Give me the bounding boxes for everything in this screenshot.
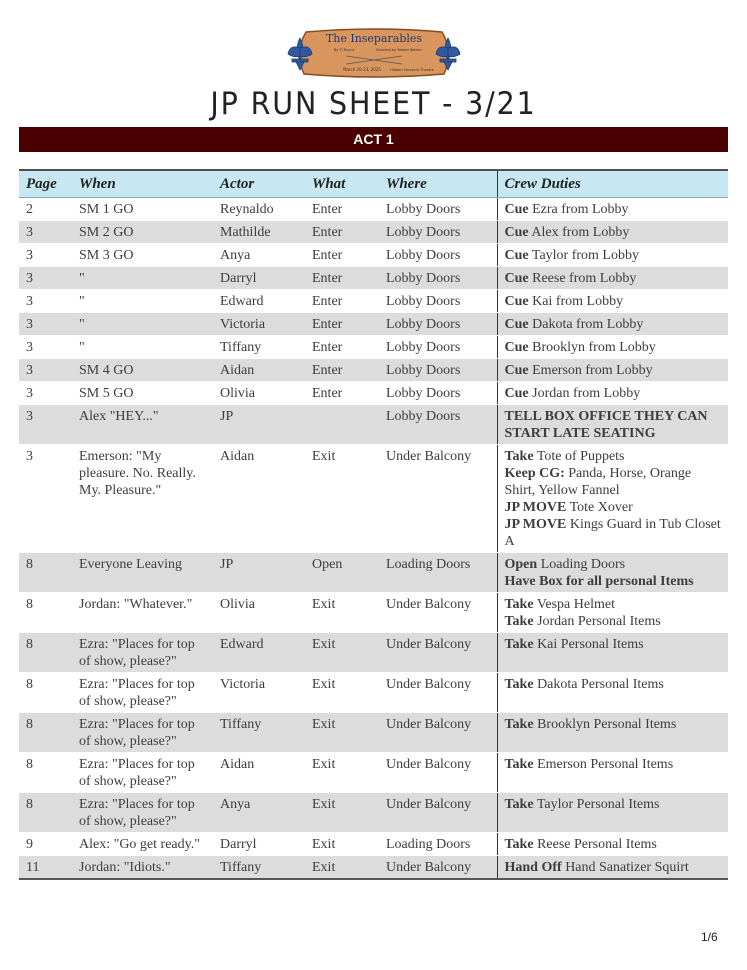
cell-page: 3 bbox=[19, 290, 72, 313]
cell-what: Enter bbox=[305, 198, 379, 221]
cell-what: Exit bbox=[305, 445, 379, 553]
cell-when: Everyone Leaving bbox=[72, 553, 213, 593]
duty-text: Jordan Personal Items bbox=[537, 614, 661, 629]
cell-crew-duties bbox=[497, 793, 728, 833]
table-row bbox=[19, 359, 728, 382]
duty-text: Kai from Lobby bbox=[532, 294, 624, 309]
table-row bbox=[19, 382, 728, 405]
duty-keyword: Take bbox=[504, 677, 534, 692]
cell-page: 3 bbox=[19, 221, 72, 244]
duty-keyword: Cue bbox=[504, 271, 529, 286]
cell-crew-duties bbox=[497, 267, 728, 290]
cell-when: Alex: "Go get ready." bbox=[72, 833, 213, 856]
duty-line bbox=[505, 316, 725, 333]
cell-crew-duties bbox=[497, 673, 728, 713]
cell-actor: Tiffany bbox=[213, 856, 305, 880]
cell-where: Lobby Doors bbox=[379, 221, 497, 244]
cell-where: Lobby Doors bbox=[379, 405, 497, 445]
cell-actor: Tiffany bbox=[213, 713, 305, 753]
cell-actor: JP bbox=[213, 553, 305, 593]
cell-crew-duties bbox=[497, 221, 728, 244]
cell-where: Under Balcony bbox=[379, 856, 497, 880]
duty-keyword: Have Box for all personal Items bbox=[504, 574, 694, 589]
duty-text: Ezra from Lobby bbox=[532, 202, 629, 217]
cell-when: SM 5 GO bbox=[72, 382, 213, 405]
duty-line bbox=[505, 556, 725, 573]
logo-line2: Directed by Robert Wexler bbox=[375, 48, 423, 52]
duty-text: Vespa Helmet bbox=[536, 597, 615, 612]
cell-when: " bbox=[72, 267, 213, 290]
duty-keyword: Hand Off bbox=[504, 860, 562, 875]
cell-what: Enter bbox=[305, 382, 379, 405]
logo-line1: By TJ Rusca bbox=[333, 48, 355, 52]
cell-page: 8 bbox=[19, 713, 72, 753]
cell-actor: Victoria bbox=[213, 673, 305, 713]
column-header-crew-duties: Crew Duties bbox=[497, 170, 728, 198]
duty-text: Tote of Puppets bbox=[536, 449, 625, 464]
cell-where: Lobby Doors bbox=[379, 267, 497, 290]
cell-what: Exit bbox=[305, 593, 379, 633]
column-header-where: Where bbox=[379, 170, 497, 198]
table-row bbox=[19, 833, 728, 856]
cell-when: Emerson: "My pleasure. No. Really. My. Pleasure." bbox=[72, 445, 213, 553]
show-logo-graphic bbox=[284, 26, 464, 80]
cell-actor: Darryl bbox=[213, 267, 305, 290]
cell-when: Ezra: "Places for top of show, please?" bbox=[72, 673, 213, 713]
cell-crew-duties bbox=[497, 244, 728, 267]
cell-crew-duties bbox=[497, 382, 728, 405]
cell-page: 3 bbox=[19, 244, 72, 267]
cell-where: Under Balcony bbox=[379, 593, 497, 633]
cell-where: Loading Doors bbox=[379, 553, 497, 593]
column-header-when: When bbox=[72, 170, 213, 198]
cell-what: Exit bbox=[305, 713, 379, 753]
cell-page: 11 bbox=[19, 856, 72, 880]
column-header-page: Page bbox=[19, 170, 72, 198]
cell-page: 3 bbox=[19, 382, 72, 405]
cell-where: Lobby Doors bbox=[379, 336, 497, 359]
duty-keyword: Take bbox=[504, 717, 534, 732]
cell-crew-duties bbox=[497, 753, 728, 793]
cell-crew-duties bbox=[497, 313, 728, 336]
table-row bbox=[19, 753, 728, 793]
cell-when: Ezra: "Places for top of show, please?" bbox=[72, 713, 213, 753]
cell-what: Enter bbox=[305, 336, 379, 359]
cell-where: Under Balcony bbox=[379, 753, 497, 793]
duty-line bbox=[505, 499, 725, 516]
duty-text: Brooklyn from Lobby bbox=[532, 340, 656, 355]
duty-text: Loading Doors bbox=[540, 557, 626, 572]
cell-crew-duties bbox=[497, 633, 728, 673]
table-row bbox=[19, 445, 728, 553]
cell-crew-duties bbox=[497, 553, 728, 593]
duty-line bbox=[505, 613, 725, 630]
cell-page: 3 bbox=[19, 405, 72, 445]
cell-crew-duties bbox=[497, 445, 728, 553]
column-header-actor: Actor bbox=[213, 170, 305, 198]
cell-actor: Tiffany bbox=[213, 336, 305, 359]
duty-text: Hand Sanatizer Squirt bbox=[565, 860, 689, 875]
duty-text: Dakota Personal Items bbox=[537, 677, 664, 692]
cell-crew-duties bbox=[497, 198, 728, 221]
cell-what: Enter bbox=[305, 244, 379, 267]
logo-title: The Inseparables bbox=[325, 32, 423, 45]
act-banner: ACT 1 bbox=[19, 127, 728, 152]
duty-line bbox=[505, 636, 725, 653]
table-row bbox=[19, 198, 728, 221]
duty-line bbox=[505, 270, 725, 287]
duty-line bbox=[505, 573, 725, 590]
cell-page: 9 bbox=[19, 833, 72, 856]
duty-line bbox=[505, 516, 725, 550]
duty-text: Reese Personal Items bbox=[537, 837, 657, 852]
cell-crew-duties bbox=[497, 856, 728, 880]
duty-keyword: Cue bbox=[504, 225, 529, 240]
cell-actor: JP bbox=[213, 405, 305, 445]
table-row bbox=[19, 593, 728, 633]
cell-where: Loading Doors bbox=[379, 833, 497, 856]
duty-keyword: Take bbox=[504, 637, 534, 652]
cell-where: Lobby Doors bbox=[379, 313, 497, 336]
cell-what: Exit bbox=[305, 833, 379, 856]
cell-where: Under Balcony bbox=[379, 445, 497, 553]
duty-text: Taylor from Lobby bbox=[531, 248, 639, 263]
cell-when: " bbox=[72, 336, 213, 359]
duty-keyword: Take bbox=[504, 837, 534, 852]
table-row bbox=[19, 267, 728, 290]
cell-crew-duties bbox=[497, 833, 728, 856]
duty-line bbox=[505, 247, 725, 264]
duty-line bbox=[505, 201, 725, 218]
cell-page: 8 bbox=[19, 753, 72, 793]
cell-where: Lobby Doors bbox=[379, 290, 497, 313]
duty-line bbox=[505, 408, 725, 442]
page-title: JP RUN SHEET - 3/21 bbox=[210, 86, 537, 122]
cell-what: Enter bbox=[305, 290, 379, 313]
cell-when: Alex "HEY..." bbox=[72, 405, 213, 445]
cell-when: SM 2 GO bbox=[72, 221, 213, 244]
duty-keyword: Cue bbox=[504, 386, 529, 401]
cell-crew-duties bbox=[497, 290, 728, 313]
cell-actor: Anya bbox=[213, 793, 305, 833]
duty-keyword: Take bbox=[504, 797, 534, 812]
duty-keyword: Cue bbox=[504, 363, 529, 378]
cell-what: Exit bbox=[305, 673, 379, 713]
table-row bbox=[19, 856, 728, 880]
duty-keyword: Cue bbox=[504, 317, 529, 332]
cell-page: 3 bbox=[19, 313, 72, 336]
duty-keyword: Take bbox=[504, 597, 534, 612]
duty-line bbox=[505, 339, 725, 356]
cell-where: Lobby Doors bbox=[379, 359, 497, 382]
cell-actor: Olivia bbox=[213, 593, 305, 633]
duty-keyword: JP MOVE bbox=[504, 500, 567, 515]
cell-actor: Reynaldo bbox=[213, 198, 305, 221]
duty-text: Emerson from Lobby bbox=[532, 363, 653, 378]
run-sheet-table bbox=[19, 169, 728, 880]
cell-what: Open bbox=[305, 553, 379, 593]
duty-line bbox=[505, 448, 725, 465]
duty-keyword: Cue bbox=[504, 248, 529, 263]
page-number: 1/6 bbox=[701, 930, 718, 944]
duty-line bbox=[505, 716, 725, 733]
cell-where: Under Balcony bbox=[379, 633, 497, 673]
cell-where: Under Balcony bbox=[379, 793, 497, 833]
cell-actor: Aidan bbox=[213, 359, 305, 382]
cell-page: 8 bbox=[19, 673, 72, 713]
table-row bbox=[19, 244, 728, 267]
duty-line bbox=[505, 385, 725, 402]
cell-when: Jordan: "Idiots." bbox=[72, 856, 213, 880]
cell-when: SM 3 GO bbox=[72, 244, 213, 267]
cell-what: Enter bbox=[305, 359, 379, 382]
duty-text: Taylor Personal Items bbox=[536, 797, 660, 812]
logo-dates: March 20-23, 2025 bbox=[343, 67, 381, 72]
cell-actor: Darryl bbox=[213, 833, 305, 856]
cell-when: " bbox=[72, 313, 213, 336]
duty-text: Jordan from Lobby bbox=[532, 386, 641, 401]
duty-keyword: Cue bbox=[504, 202, 529, 217]
duty-line bbox=[505, 362, 725, 379]
cell-crew-duties bbox=[497, 359, 728, 382]
table-row bbox=[19, 221, 728, 244]
cell-page: 8 bbox=[19, 553, 72, 593]
cell-page: 2 bbox=[19, 198, 72, 221]
table-body bbox=[19, 198, 728, 880]
cell-actor: Edward bbox=[213, 633, 305, 673]
cell-actor: Edward bbox=[213, 290, 305, 313]
cell-when: SM 4 GO bbox=[72, 359, 213, 382]
cell-page: 8 bbox=[19, 633, 72, 673]
duty-text: Kings Guard in Tub Closet A bbox=[504, 517, 721, 549]
duty-keyword: Keep CG: bbox=[504, 466, 565, 481]
table-row bbox=[19, 336, 728, 359]
cell-crew-duties bbox=[497, 593, 728, 633]
cell-crew-duties bbox=[497, 713, 728, 753]
table-row bbox=[19, 553, 728, 593]
column-header-what: What bbox=[305, 170, 379, 198]
cell-what: Exit bbox=[305, 753, 379, 793]
cell-crew-duties bbox=[497, 336, 728, 359]
table-row bbox=[19, 633, 728, 673]
table-row bbox=[19, 313, 728, 336]
cell-actor: Aidan bbox=[213, 753, 305, 793]
cell-when: Ezra: "Places for top of show, please?" bbox=[72, 633, 213, 673]
cell-page: 8 bbox=[19, 793, 72, 833]
cell-when: Ezra: "Places for top of show, please?" bbox=[72, 793, 213, 833]
duty-line bbox=[505, 293, 725, 310]
duty-text: Alex from Lobby bbox=[531, 225, 630, 240]
duty-keyword: Open bbox=[504, 557, 538, 572]
cell-where: Under Balcony bbox=[379, 673, 497, 713]
duty-line bbox=[505, 465, 725, 499]
cell-what bbox=[305, 405, 379, 445]
duty-line bbox=[505, 596, 725, 613]
table-row bbox=[19, 405, 728, 445]
duty-line bbox=[505, 836, 725, 853]
duty-text: Panda, Horse, Orange Shirt, Yellow Fannel bbox=[504, 466, 692, 498]
duty-line bbox=[505, 676, 725, 693]
cell-when: Ezra: "Places for top of show, please?" bbox=[72, 753, 213, 793]
cell-where: Lobby Doors bbox=[379, 382, 497, 405]
duty-line bbox=[505, 756, 725, 773]
table-row bbox=[19, 290, 728, 313]
cell-when: SM 1 GO bbox=[72, 198, 213, 221]
cell-page: 8 bbox=[19, 593, 72, 633]
duty-text: Kai Personal Items bbox=[537, 637, 644, 652]
cell-what: Enter bbox=[305, 313, 379, 336]
cell-page: 3 bbox=[19, 359, 72, 382]
cell-actor: Victoria bbox=[213, 313, 305, 336]
duty-keyword: Cue bbox=[504, 340, 529, 355]
duty-line bbox=[505, 796, 725, 813]
logo-venue: Hidden Vineyard Theatre bbox=[390, 68, 434, 72]
duty-text: Reese from Lobby bbox=[532, 271, 637, 286]
cell-what: Enter bbox=[305, 267, 379, 290]
cell-what: Exit bbox=[305, 856, 379, 880]
cell-when: Jordan: "Whatever." bbox=[72, 593, 213, 633]
duty-line bbox=[505, 859, 725, 876]
show-logo bbox=[284, 26, 464, 80]
duty-text: Emerson Personal Items bbox=[537, 757, 674, 772]
duty-text: Dakota from Lobby bbox=[532, 317, 644, 332]
duty-text: Tote Xover bbox=[569, 500, 633, 515]
cell-page: 3 bbox=[19, 267, 72, 290]
cell-where: Lobby Doors bbox=[379, 198, 497, 221]
table-row bbox=[19, 673, 728, 713]
duty-keyword: Take bbox=[504, 614, 534, 629]
duty-keyword: Cue bbox=[504, 294, 529, 309]
cell-what: Exit bbox=[305, 793, 379, 833]
duty-line bbox=[505, 224, 725, 241]
cell-page: 3 bbox=[19, 336, 72, 359]
duty-keyword: TELL BOX OFFICE THEY CAN START LATE SEATING bbox=[504, 409, 708, 441]
cell-where: Under Balcony bbox=[379, 713, 497, 753]
duty-keyword: Take bbox=[504, 757, 534, 772]
cell-actor: Anya bbox=[213, 244, 305, 267]
cell-what: Enter bbox=[305, 221, 379, 244]
duty-text: Brooklyn Personal Items bbox=[537, 717, 677, 732]
cell-what: Exit bbox=[305, 633, 379, 673]
cell-crew-duties bbox=[497, 405, 728, 445]
cell-actor: Aidan bbox=[213, 445, 305, 553]
table-header-row bbox=[19, 170, 728, 198]
cell-page: 3 bbox=[19, 445, 72, 553]
table-row bbox=[19, 793, 728, 833]
cell-actor: Olivia bbox=[213, 382, 305, 405]
table-row bbox=[19, 713, 728, 753]
duty-keyword: Take bbox=[504, 449, 534, 464]
cell-actor: Mathilde bbox=[213, 221, 305, 244]
cell-when: " bbox=[72, 290, 213, 313]
cell-where: Lobby Doors bbox=[379, 244, 497, 267]
duty-keyword: JP MOVE bbox=[504, 517, 567, 532]
